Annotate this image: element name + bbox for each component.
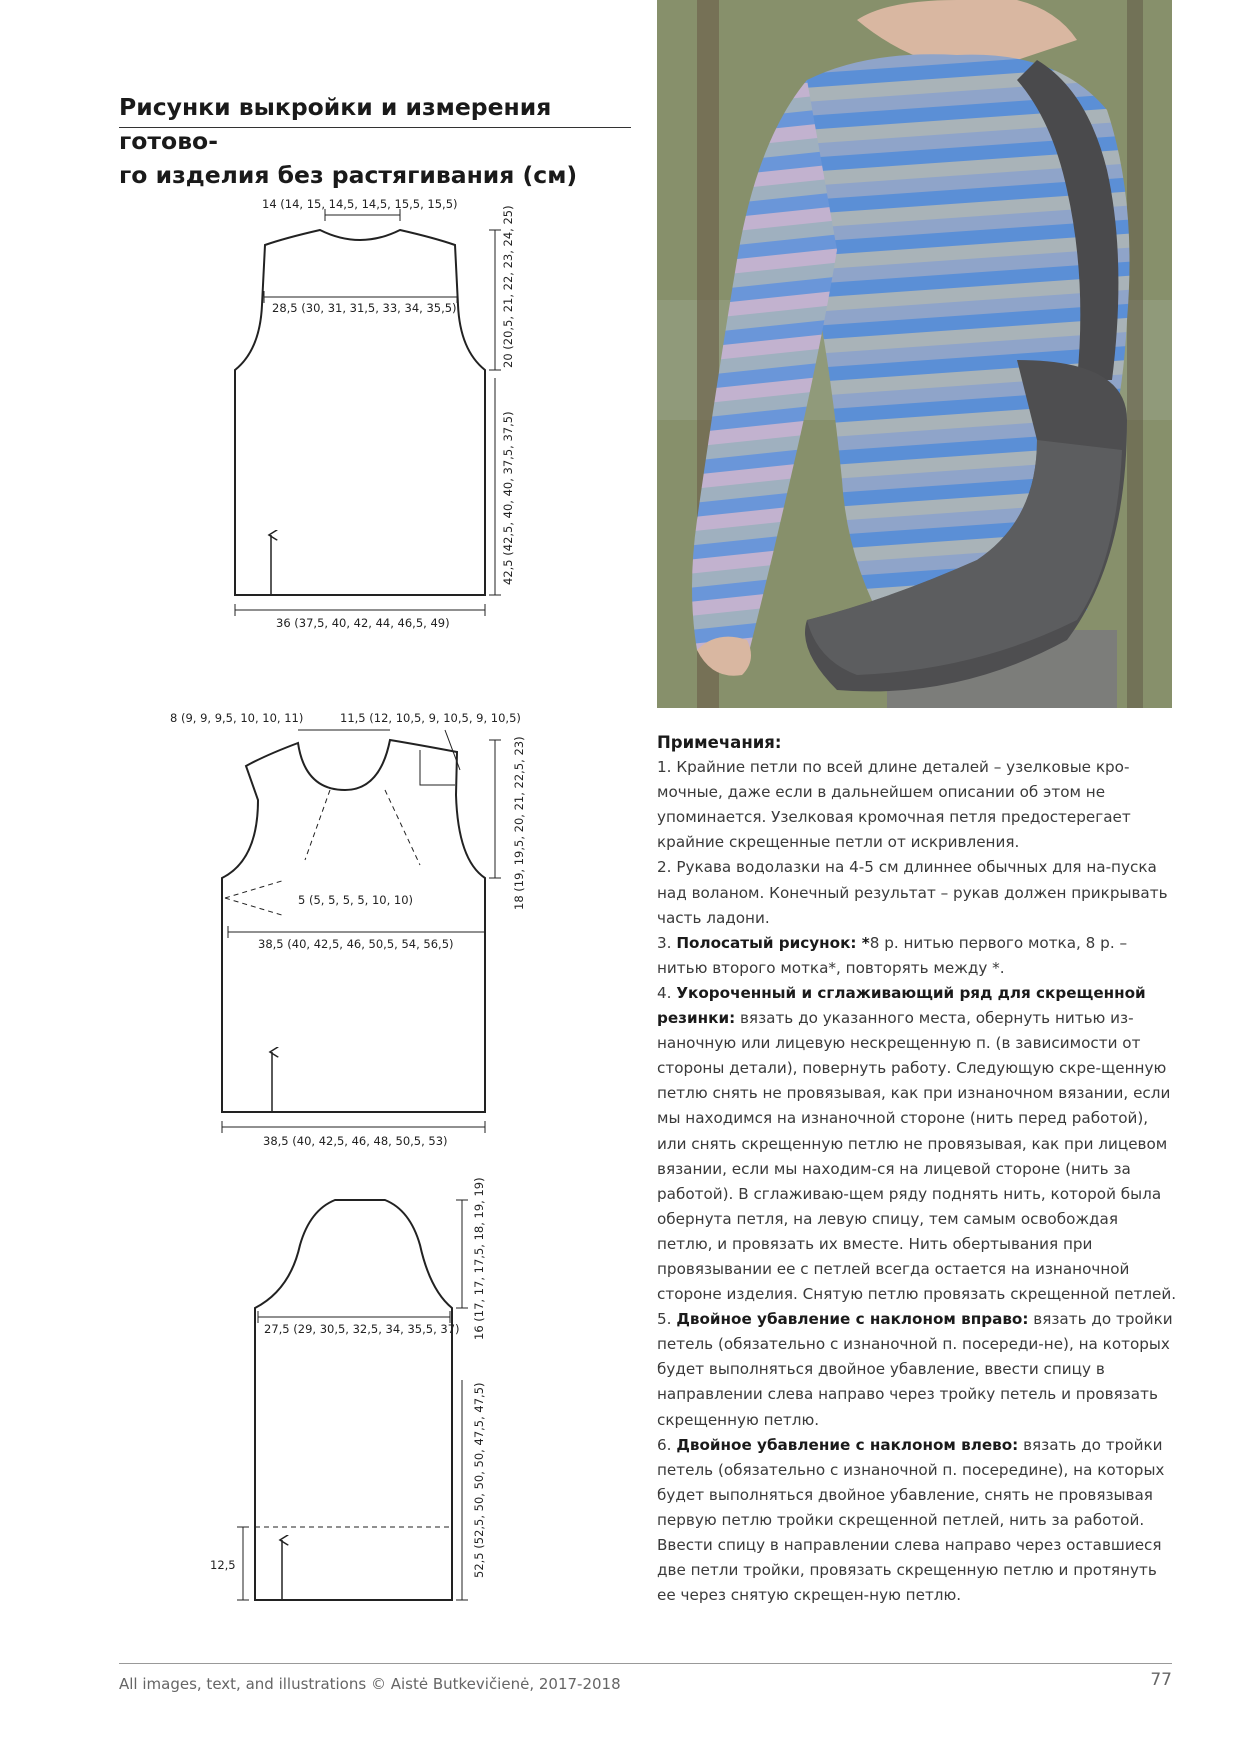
- front-dart-label: 5 (5, 5, 5, 5, 10, 10): [298, 893, 414, 907]
- footer-divider: [119, 1663, 1172, 1664]
- model-photo-illustration: [657, 0, 1172, 708]
- page-title-line1: Рисунки выкройки и измерения готово-: [119, 93, 552, 155]
- note-4: [657, 981, 1177, 1307]
- note-3-number: 3.: [657, 933, 677, 952]
- note-1: 1. Крайние петли по всей длине деталей – узелковые кро-мочные, даже если в дальнейшем описании об этом не упоминается. Узелковая кромочная петля предостерегает крайние скрещенные петли от искривления.: [657, 758, 1131, 852]
- note-3-text: 8 р. нитью первого мотка, 8 р. – нитью второго мотка*, повторять между *.: [657, 933, 1128, 977]
- note-5: [657, 1307, 1177, 1432]
- note-4-number: 4.: [657, 983, 677, 1002]
- sleeve-diagram: [210, 1177, 486, 1600]
- note-6: [657, 1433, 1177, 1609]
- note-6-text: вязать до тройки петель (обязательно с изнаночной п. посередине), на которых будет выполняться двойное убавление, снять не провязывая первую петлю тройки скрещенной петлей, нить за работой. Ввести спицу в направлении слева направо через оставшиеся две петли тройки, провязать скрещенную петлю и протянуть ее через снятую скрещен-ную петлю.: [657, 1435, 1165, 1605]
- back-neck-label: 14 (14, 15, 14,5, 14,5, 15,5, 15,5): [262, 197, 458, 211]
- note-5-number: 5.: [657, 1310, 677, 1329]
- note-5-title: Двойное убавление с наклоном вправо:: [676, 1310, 1029, 1329]
- note-4-title: Укороченный и сглаживающий ряд для скрещенной резинки:: [657, 983, 1146, 1028]
- front-shoulder-label: 8 (9, 9, 9,5, 10, 10, 11): [170, 711, 304, 725]
- notes-heading: Примечания:: [657, 733, 782, 752]
- front-bottom-label: 38,5 (40, 42,5, 46, 48, 50,5, 53): [263, 1134, 448, 1148]
- note-2: 2. Рукава водолазки на 4-5 см длиннее обычных для на-пуска над воланом. Конечный результат – рукав должен прикрывать часть ладони.: [657, 858, 1168, 927]
- page-number: 77: [1150, 1670, 1172, 1690]
- sleeve-outline: [255, 1200, 452, 1600]
- back-diagram: [235, 197, 515, 630]
- notes-section: [657, 730, 1177, 1608]
- sleeve-width-label: 27,5 (29, 30,5, 32,5, 34, 35,5, 37): [264, 1322, 460, 1336]
- note-4-text: вязать до указанного места, обернуть нитью из-наночную или лицевую нескрещенную п. (в зависимости от стороны детали), повернуть работу. Следующую скре-щенную петлю снять не провязывая, как при изнаночном вязании, если мы находимся на изнаночной стороне (нить перед работой), или снять скрещенную петлю не провязывая, как при лицевом вязании, если мы находим-ся на лицевой стороне (нить за работой). В сглаживаю-щем ряду поднять нить, которой была обернута петля, на левую спицу, тем самым освобождая петлю, и провязать их вместе. Нить обертывания при провязывании ее с петлей всегда остается на изнаночной стороне изделия. Снятую петлю провязать скрещенной петлей.: [657, 1009, 1177, 1304]
- note-6-number: 6.: [657, 1435, 677, 1454]
- page-title-line2: го изделия без растягивания (см): [119, 161, 578, 189]
- sleeve-cuff-label: 12,5: [210, 1558, 236, 1572]
- back-armhole-label: 20 (20,5, 21, 22, 23, 24, 25): [501, 205, 515, 368]
- model-photo: [657, 0, 1172, 708]
- back-bottom-label: 36 (37,5, 40, 42, 44, 46,5, 49): [276, 616, 450, 630]
- front-outline: [222, 740, 485, 1112]
- note-6-title: Двойное убавление с наклоном влево:: [676, 1435, 1019, 1454]
- footer-copyright: All images, text, and illustrations © Aistė Butkevičienė, 2017-2018: [119, 1675, 621, 1693]
- front-neck-label: 11,5 (12, 10,5, 9, 10,5, 9, 10,5): [340, 711, 521, 725]
- sleeve-cap-label: 16 (17, 17, 17,5, 18, 19, 19): [472, 1177, 486, 1340]
- note-3: [657, 931, 1177, 981]
- back-outline: [235, 230, 485, 595]
- front-chest-label: 38,5 (40, 42,5, 46, 50,5, 54, 56,5): [258, 937, 454, 951]
- back-length-label: 42,5 (42,5, 40, 40, 37,5, 37,5): [501, 411, 515, 585]
- note-3-title: Полосатый рисунок: *: [676, 933, 870, 952]
- sleeve-length-label: 52,5 (52,5, 50, 50, 50, 47,5, 47,5): [472, 1382, 486, 1578]
- note-5-text: вязать до тройки петель (обязательно с изнаночной п. посереди-не), на которых будет выполняться двойное убавление, ввести спицу в направлении слева направо через тройку петель и провязать скрещенную петлю.: [657, 1310, 1173, 1429]
- front-diagram: [170, 711, 526, 1148]
- back-shoulder-label: 28,5 (30, 31, 31,5, 33, 34, 35,5): [272, 301, 457, 315]
- front-armhole-label: 18 (19, 19,5, 20, 21, 22,5, 23): [512, 736, 526, 910]
